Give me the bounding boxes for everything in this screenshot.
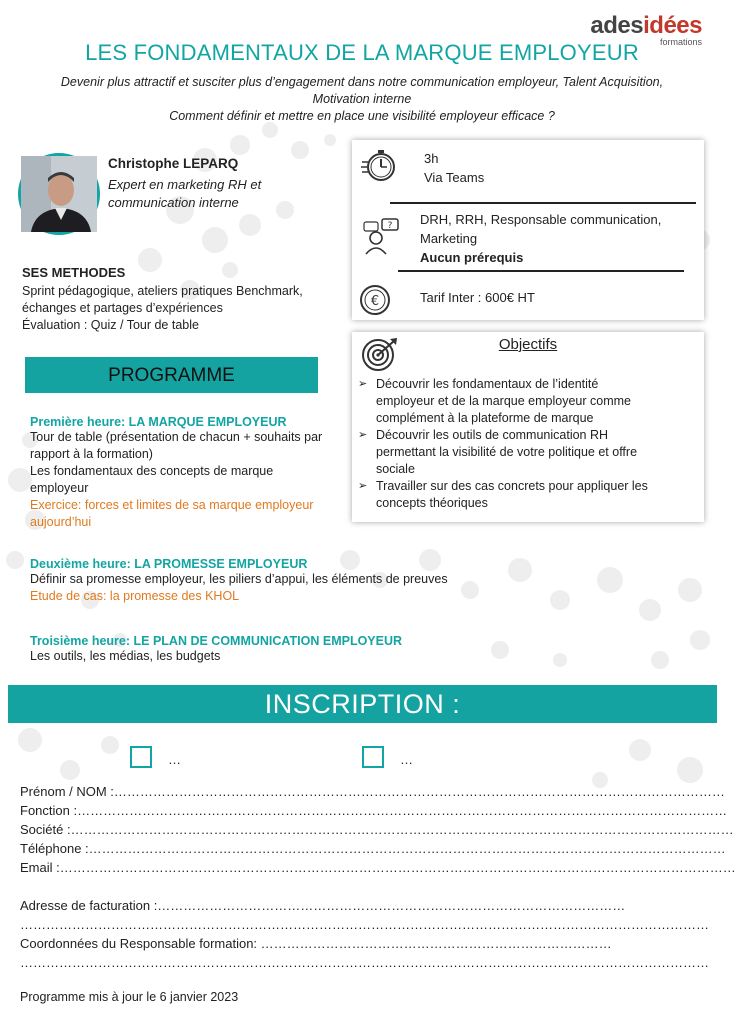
audience-line: Marketing xyxy=(420,231,478,246)
objective-line: Découvrir les fondamentaux de l’identité xyxy=(376,377,599,391)
objective-line: concepts théoriques xyxy=(376,496,488,510)
logo-sub: formations xyxy=(659,37,702,47)
page-title: LES FONDAMENTAUX DE LA MARQUE EMPLOYEUR xyxy=(85,40,639,65)
training-contact-field-2[interactable]: …………………………………………………………………………………………………………………………………………… xyxy=(20,955,709,970)
programme-banner: PROGRAMME xyxy=(25,357,318,393)
name-field[interactable]: Prénom / NOM :…………………………………………………………………………………………………………………………… xyxy=(20,784,725,799)
subtitle-line: Motivation interne xyxy=(312,92,412,106)
phone-field[interactable]: Téléphone :………………………………………………………………………………………………………………………………… xyxy=(20,841,726,856)
methods-line: échanges et partages d’expériences xyxy=(22,301,223,315)
people-icon xyxy=(362,216,402,256)
objective-line: sociale xyxy=(376,462,415,476)
list-item xyxy=(358,376,694,427)
section-text: Les outils, les médias, les budgets xyxy=(30,649,221,663)
objective-line: employeur et de la marque employeur comme xyxy=(376,394,631,408)
prerequisites: Aucun prérequis xyxy=(420,250,524,265)
option-checkbox-2[interactable] xyxy=(362,746,384,768)
programme-hour-1 xyxy=(30,415,350,531)
arrow-bullet-icon: ➢ xyxy=(358,378,368,390)
objective-line: Découvrir les outils de communication RH xyxy=(376,428,609,442)
svg-text:?: ? xyxy=(387,221,393,231)
divider xyxy=(398,270,684,272)
section-title: Première heure: LA MARQUE EMPLOYEUR xyxy=(30,415,287,429)
format: Via Teams xyxy=(424,170,485,185)
option-label-1: … xyxy=(168,752,181,767)
methods-line: Sprint pédagogique, ateliers pratiques Benchmark, xyxy=(22,284,303,298)
trainer-role-line: Expert en marketing RH et xyxy=(108,177,262,192)
subtitle-line: Comment définir et mettre en place une visibilité employeur efficace ? xyxy=(169,109,555,123)
list-item xyxy=(358,478,694,512)
arrow-bullet-icon: ➢ xyxy=(358,429,368,441)
methods-text xyxy=(22,283,342,334)
svg-text:€: € xyxy=(370,294,380,309)
programme-hour-3 xyxy=(30,634,630,665)
divider xyxy=(390,202,696,204)
exercise-text: aujourd’hui xyxy=(30,515,92,529)
section-text: employeur xyxy=(30,481,89,495)
stopwatch-icon xyxy=(360,146,398,184)
section-text: Tour de table (présentation de chacun + souhaits par xyxy=(30,430,323,444)
objective-line: complément à la plateforme de marque xyxy=(376,411,594,425)
case-study-text: Etude de cas: la promesse des KHOL xyxy=(30,589,240,603)
audience-line: DRH, RRH, Responsable communication, xyxy=(420,212,662,227)
billing-address-field[interactable]: Adresse de facturation :……………………………………………………………………………………………… xyxy=(20,898,626,913)
option-checkbox-1[interactable] xyxy=(130,746,152,768)
objectives-list xyxy=(358,376,694,512)
info-box xyxy=(352,140,704,320)
logo-part1: ades xyxy=(590,12,644,39)
inscription-banner: INSCRIPTION : xyxy=(8,685,717,723)
methods-title: SES METHODES xyxy=(22,265,126,280)
trainer-name: Christophe LEPARQ xyxy=(108,156,239,171)
objective-line: permettant la visibilité de votre politique et offre xyxy=(376,445,638,459)
objectives-title: Objectifs xyxy=(498,336,558,353)
duration: 3h xyxy=(424,151,439,166)
euro-coin-icon xyxy=(358,283,392,317)
objective-line: Travailler sur des cas concrets pour appliquer les xyxy=(376,479,648,493)
trainer-role-line: communication interne xyxy=(108,195,239,210)
option-label-2: … xyxy=(400,752,413,767)
section-text: Définir sa promesse employeur, les piliers d’appui, les éléments de preuves xyxy=(30,572,448,586)
page-subtitle xyxy=(20,74,704,125)
last-updated: Programme mis à jour le 6 janvier 2023 xyxy=(20,990,239,1004)
section-text: rapport à la formation) xyxy=(30,447,153,461)
logo-part2: idées xyxy=(643,12,702,39)
billing-address-field-2[interactable]: …………………………………………………………………………………………………………………………………………… xyxy=(20,917,709,932)
email-field[interactable]: Email :………………………………………………………………………………………………………………………………………… xyxy=(20,860,736,875)
section-title: Troisième heure: LE PLAN DE COMMUNICATION EMPLOYEUR xyxy=(30,634,403,648)
subtitle-line: Devenir plus attractif et susciter plus d’engagement dans notre communication employeur, Talent Acquisition, xyxy=(60,75,664,89)
training-contact-field[interactable]: Coordonnées du Responsable formation: ……………………………………………………………………… xyxy=(20,936,612,951)
exercise-text: Exercice: forces et limites de sa marque employeur xyxy=(30,498,314,512)
arrow-bullet-icon: ➢ xyxy=(358,480,368,492)
company-field[interactable]: Société :……………………………………………………………………………………………………………………………………… xyxy=(20,822,734,837)
trainer-avatar xyxy=(18,153,100,235)
section-text: Les fondamentaux des concepts de marque xyxy=(30,464,274,478)
function-field[interactable]: Fonction :…………………………………………………………………………………………………………………………………… xyxy=(20,803,728,818)
methods-line: Évaluation : Quiz / Tour de table xyxy=(22,318,199,332)
section-title: Deuxième heure: LA PROMESSE EMPLOYEUR xyxy=(30,557,308,571)
trainer-role xyxy=(108,176,308,212)
price: Tarif Inter : 600€ HT xyxy=(420,290,535,305)
objectives-box xyxy=(352,332,704,522)
list-item xyxy=(358,427,694,478)
programme-hour-2 xyxy=(30,557,630,605)
